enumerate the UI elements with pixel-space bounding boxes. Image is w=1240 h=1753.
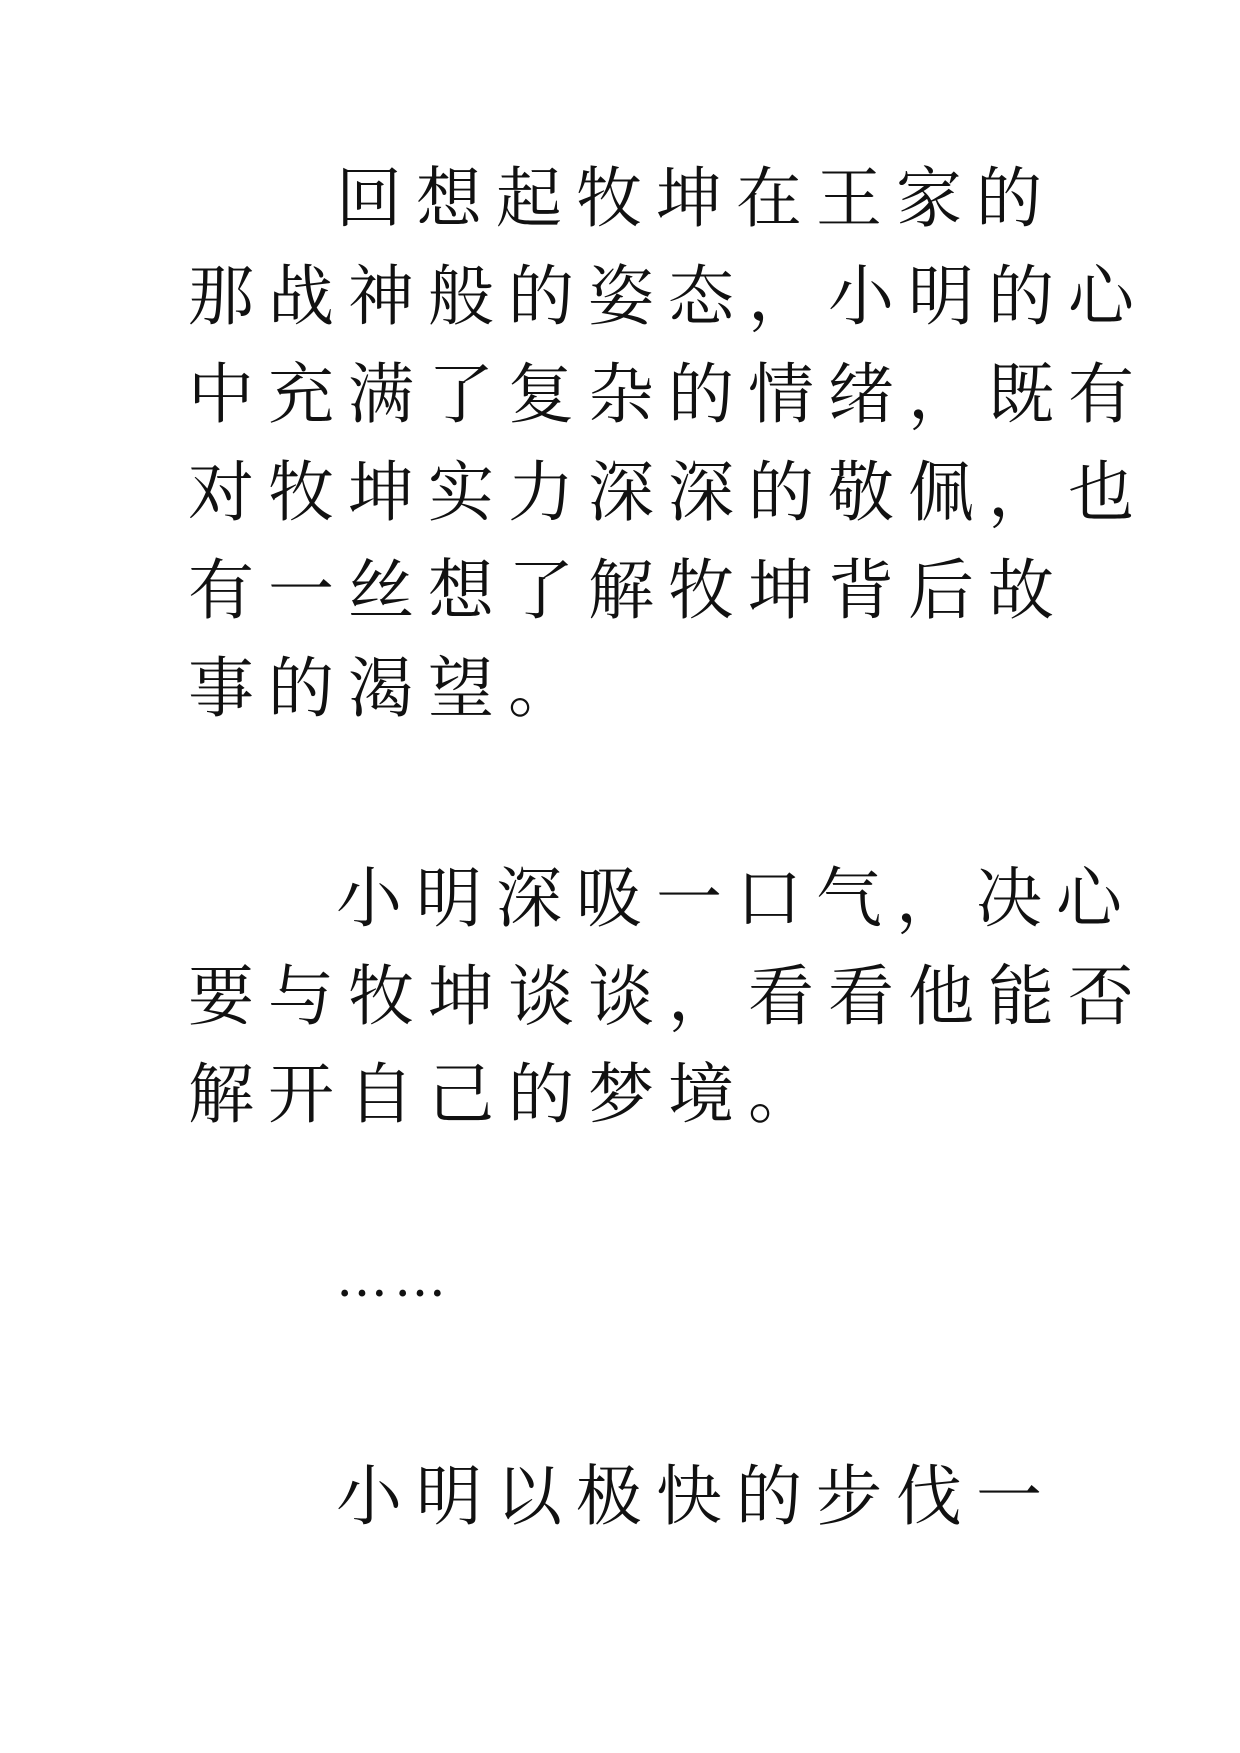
paragraph-line: 小明以极快的步伐一 bbox=[336, 1458, 1056, 1535]
paragraph-line: 小明深吸一口气，决心 bbox=[336, 860, 1136, 937]
paragraph-line: 回想起牧坤在王家的 bbox=[336, 160, 1056, 237]
paragraph-1 bbox=[188, 150, 1148, 738]
paragraph-line: 中充满了复杂的情绪，既有 bbox=[188, 356, 1148, 433]
paragraph-line: 有一丝想了解牧坤背后故 bbox=[188, 552, 1068, 629]
paragraph-line: 那战神般的姿态，小明的心 bbox=[188, 258, 1148, 335]
paragraph-line: 解开自己的梦境。 bbox=[188, 1056, 828, 1133]
paragraph-line: 要与牧坤谈谈，看看他能否 bbox=[188, 958, 1148, 1035]
paragraph-4 bbox=[188, 1448, 1068, 1546]
paragraph-3 bbox=[188, 1230, 1068, 1328]
paragraph-line: 对牧坤实力深深的敬佩，也 bbox=[188, 454, 1148, 531]
paragraph-2 bbox=[188, 850, 1148, 1144]
ellipsis-line: …… bbox=[336, 1249, 452, 1309]
paragraph-line: 事的渴望。 bbox=[188, 650, 588, 727]
